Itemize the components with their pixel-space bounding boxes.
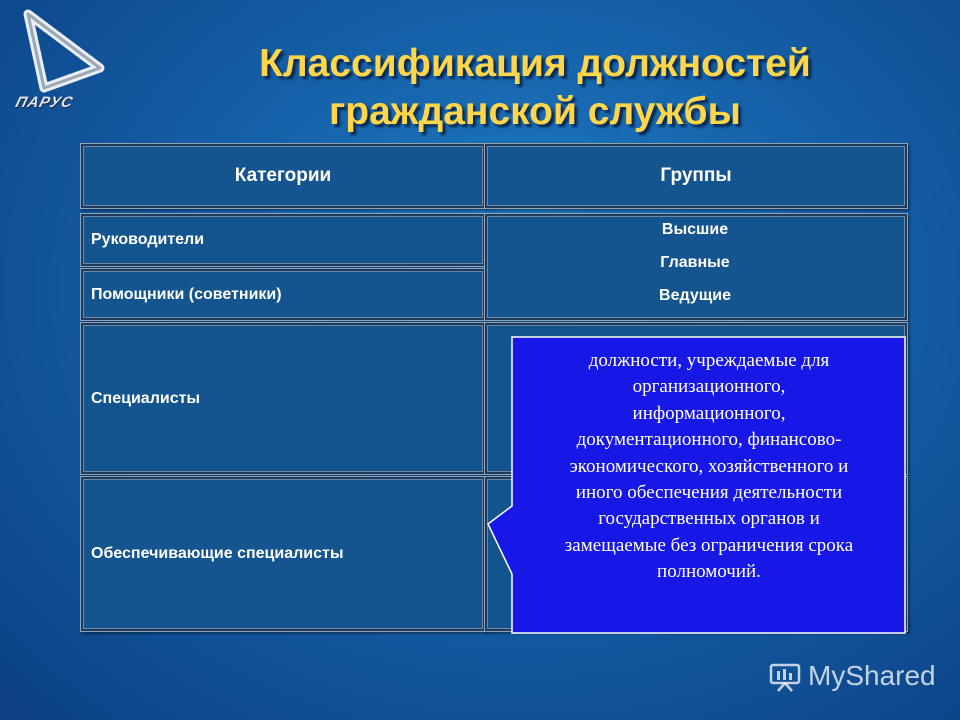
title-line-2: гражданской службы [329, 90, 741, 133]
category-label: Руководители [91, 231, 205, 248]
callout-text [514, 348, 904, 586]
header-categories [80, 143, 486, 209]
category-cell-managers [80, 213, 486, 267]
category-cell-specialists [80, 322, 486, 475]
logo-wordmark: ПАРУС [13, 94, 76, 111]
watermark-text: MyShared [808, 660, 936, 691]
callout-line: замещаемые без ограничения срока [564, 534, 854, 556]
presentation-board-icon [768, 659, 802, 693]
header-categories-label: Категории [234, 165, 332, 186]
callout-line: государственных органов и [598, 508, 820, 530]
group-item-highest: Высшие [661, 221, 729, 238]
header-groups-label: Группы [660, 165, 732, 186]
myshared-watermark [768, 656, 936, 696]
slide-title [160, 40, 910, 136]
callout-line: организационного, [632, 376, 786, 398]
callout-line: экономического, хозяйственного и [569, 455, 849, 477]
category-cell-assistants [80, 268, 486, 321]
group-item-leading: Ведущие [659, 287, 731, 304]
callout-line: полномочий. [657, 561, 761, 583]
definition-callout [486, 336, 906, 634]
group-item-main: Главные [660, 254, 730, 271]
category-label: Специалисты [91, 389, 201, 407]
callout-line: иного обеспечения деятельности [575, 482, 843, 504]
category-label: Обеспечивающие специалисты [91, 545, 344, 562]
callout-line: информационного, [632, 402, 786, 424]
title-line-1: Классификация должностей [259, 42, 811, 85]
groups-list [488, 218, 902, 317]
header-groups [484, 143, 908, 209]
callout-line: должности, учреждаемые для [588, 350, 830, 371]
category-cell-support-specialists [80, 476, 486, 632]
category-label: Помощники (советники) [91, 285, 282, 303]
parus-logo [14, 6, 110, 116]
callout-line: документационного, финансово- [576, 429, 842, 451]
